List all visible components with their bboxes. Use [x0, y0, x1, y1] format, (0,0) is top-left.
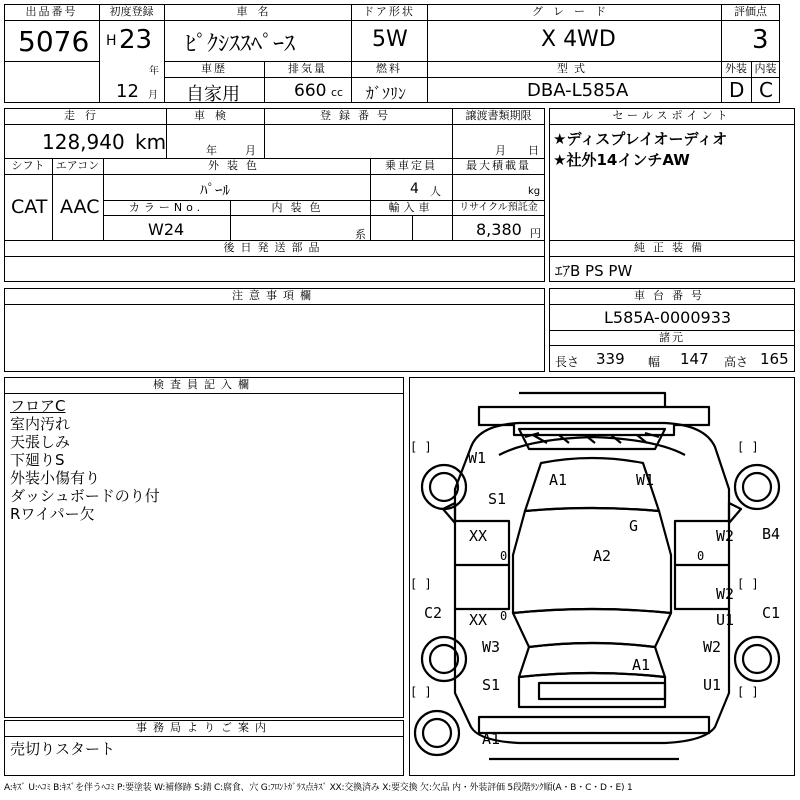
bracket-top-left: [ ]: [410, 440, 432, 454]
inspection-label: 車検: [194, 109, 236, 122]
max-load-unit: kg: [528, 186, 541, 197]
interior-color-unit: 系: [355, 228, 366, 241]
chassis-number-value: L585A-0000933: [604, 308, 732, 327]
bracket-top-right: [ ]: [737, 440, 759, 454]
mark-w3: W3: [482, 638, 501, 656]
mark-a1-roof: A1: [549, 471, 568, 489]
mark-u1-rear-door: U1: [716, 611, 735, 629]
height-label: 高さ: [724, 355, 749, 369]
inspector-line-4: 下廻りS: [10, 451, 65, 469]
mark-w2-rear: W2: [703, 638, 722, 656]
recycle-deposit-value: 8,380: [476, 220, 522, 239]
mark-g: G: [629, 517, 639, 535]
inspector-line-5: 外装小傷有り: [10, 469, 101, 487]
mark-w2-front-right: W2: [716, 527, 735, 545]
displacement-label: 排気量: [288, 62, 327, 75]
length-value: 339: [596, 350, 625, 368]
sales-point-2: ★社外14インチAW: [553, 151, 690, 169]
history-value: 自家用: [186, 84, 240, 105]
dimensions-label: 諸元: [659, 331, 685, 344]
registration-year: 23: [119, 25, 153, 55]
mark-b4: B4: [762, 525, 781, 543]
displacement-value: 660: [294, 81, 327, 101]
inspector-line-1: フロアC: [10, 397, 66, 415]
height-value: 165: [760, 350, 789, 368]
width-label: 幅: [648, 355, 661, 369]
mark-zero-rear-left: 0: [500, 609, 508, 623]
mark-w1-left: W1: [468, 449, 487, 467]
mark-a1-rear: A1: [632, 656, 651, 674]
lot-number: 5076: [18, 25, 90, 58]
color-number-label: カラーNo.: [128, 201, 205, 214]
first-registration-label: 初度登録: [109, 5, 154, 18]
shift-label: シフト: [11, 159, 45, 172]
inspector-line-2: 室内汚れ: [10, 415, 71, 433]
car-name-label: 車名: [236, 5, 279, 18]
history-label: 車歴: [201, 62, 227, 75]
bracket-mid-left: [ ]: [410, 577, 432, 591]
car-name: ﾋﾟｸｼｽｽﾍﾟｰｽ: [185, 32, 296, 57]
score-value: 3: [752, 25, 769, 55]
transfer-day-unit: 日: [528, 144, 539, 157]
bracket-mid-right: [ ]: [737, 577, 759, 591]
mark-a1-spare: A1: [482, 730, 501, 748]
score-label: 評価点: [734, 5, 767, 18]
mileage-unit: km: [135, 130, 167, 154]
inspector-line-3: 天張しみ: [10, 433, 71, 451]
aircon-value: AAC: [60, 196, 100, 218]
fuel-label: 燃料: [376, 62, 402, 75]
interior-grade-value: C: [759, 78, 773, 102]
capacity-unit: 人: [430, 185, 441, 198]
color-number-value: W24: [148, 220, 185, 239]
mark-zero-front-left: 0: [500, 549, 508, 563]
mark-s1-top: S1: [488, 490, 507, 508]
recycle-deposit-label: リサイクル預託金: [459, 202, 538, 213]
door-label: ドア形状: [363, 5, 415, 18]
width-value: 147: [680, 350, 709, 368]
mark-c2: C2: [424, 604, 443, 622]
length-label: 長さ: [555, 355, 580, 369]
model-value: DBA-L585A: [527, 80, 629, 101]
office-label: 事務局よりご案内: [136, 721, 272, 734]
sales-points-label: セールスポイント: [612, 109, 732, 122]
later-parts-label: 後日発送部品: [223, 241, 326, 254]
shift-value: CAT: [11, 196, 48, 218]
aircon-label: エアコン: [55, 159, 100, 172]
mark-w2-rear-right: W2: [716, 585, 735, 603]
lot-label: 出品番号: [25, 5, 78, 18]
year-unit: 年: [149, 66, 159, 77]
mark-a2: A2: [593, 547, 612, 565]
capacity-value: 4: [410, 181, 419, 197]
fuel-value: ｶﾞｿﾘﾝ: [366, 84, 407, 103]
exterior-grade-label: 外装: [725, 62, 747, 75]
month-unit: 月: [148, 90, 158, 101]
registration-month: 12: [116, 81, 139, 102]
grade-value: X 4WD: [541, 27, 616, 52]
bracket-bottom-right: [ ]: [737, 685, 759, 699]
exterior-grade-value: D: [729, 78, 745, 102]
mark-u1-bottom: U1: [703, 676, 722, 694]
mark-zero-front-right: 0: [697, 549, 705, 563]
equipment-label: 純正装備: [634, 241, 710, 254]
exterior-color-label: 外装色: [208, 159, 265, 172]
mileage-label: 走行: [64, 109, 106, 122]
legend: A:ｷｽﾞ U:ﾍｺﾐ B:ｷｽﾞを伴うﾍｺﾐ P:要塗装 W:補修跡 S:錆 C:腐食、穴 G:ﾌﾛﾝﾄｶﾞﾗｽ点ｷｽﾞ XX:交換済み X:要交換 欠:欠品 内・外装評価 5段階ﾗﾝｸ順(A・B・C・D・E) 1: [4, 783, 633, 793]
exterior-color-value: ﾊﾟｰﾙ: [200, 181, 231, 199]
model-label: 型式: [557, 62, 591, 75]
inspector-label: 検査員記入欄: [153, 378, 255, 391]
sales-point-1: ★ディスプレイオーディオ: [553, 130, 728, 148]
interior-grade-label: 内装: [754, 62, 777, 75]
displacement-unit: cc: [331, 86, 344, 99]
inspector-line-6: ダッシュボードのり付: [10, 487, 160, 505]
registration-number-label: 登録番号: [320, 109, 396, 122]
transfer-deadline-label: 譲渡書類期限: [465, 109, 532, 122]
mark-w1-windshield: W1: [636, 471, 655, 489]
transfer-month-unit: 月: [495, 144, 506, 157]
office-value: 売切りスタート: [10, 740, 116, 758]
door-value: 5W: [372, 27, 408, 52]
equipment-value: ｴｱB PS PW: [555, 262, 633, 280]
era: H: [106, 33, 117, 49]
grade-label: グレード: [532, 5, 616, 18]
mark-s1-bottom: S1: [482, 676, 501, 694]
mark-xx-front-left: XX: [469, 527, 488, 545]
max-load-label: 最大積載量: [466, 159, 531, 172]
chassis-number-label: 車台番号: [634, 289, 710, 302]
notes-label: 注意事項欄: [232, 289, 317, 302]
inspection-year-unit: 年: [206, 144, 217, 157]
bracket-bottom-left: [ ]: [410, 685, 432, 699]
mark-xx-rear-left: XX: [469, 611, 488, 629]
inspector-line-7: Rワイパー欠: [10, 505, 95, 523]
inspection-month-unit: 月: [245, 144, 256, 157]
interior-color-label: 内装色: [271, 201, 329, 214]
import-label: 輸入車: [388, 201, 434, 214]
recycle-deposit-unit: 円: [530, 227, 541, 240]
mileage-value: 128,940: [42, 130, 125, 154]
mark-c1: C1: [762, 604, 781, 622]
capacity-label: 乗車定員: [385, 159, 437, 172]
